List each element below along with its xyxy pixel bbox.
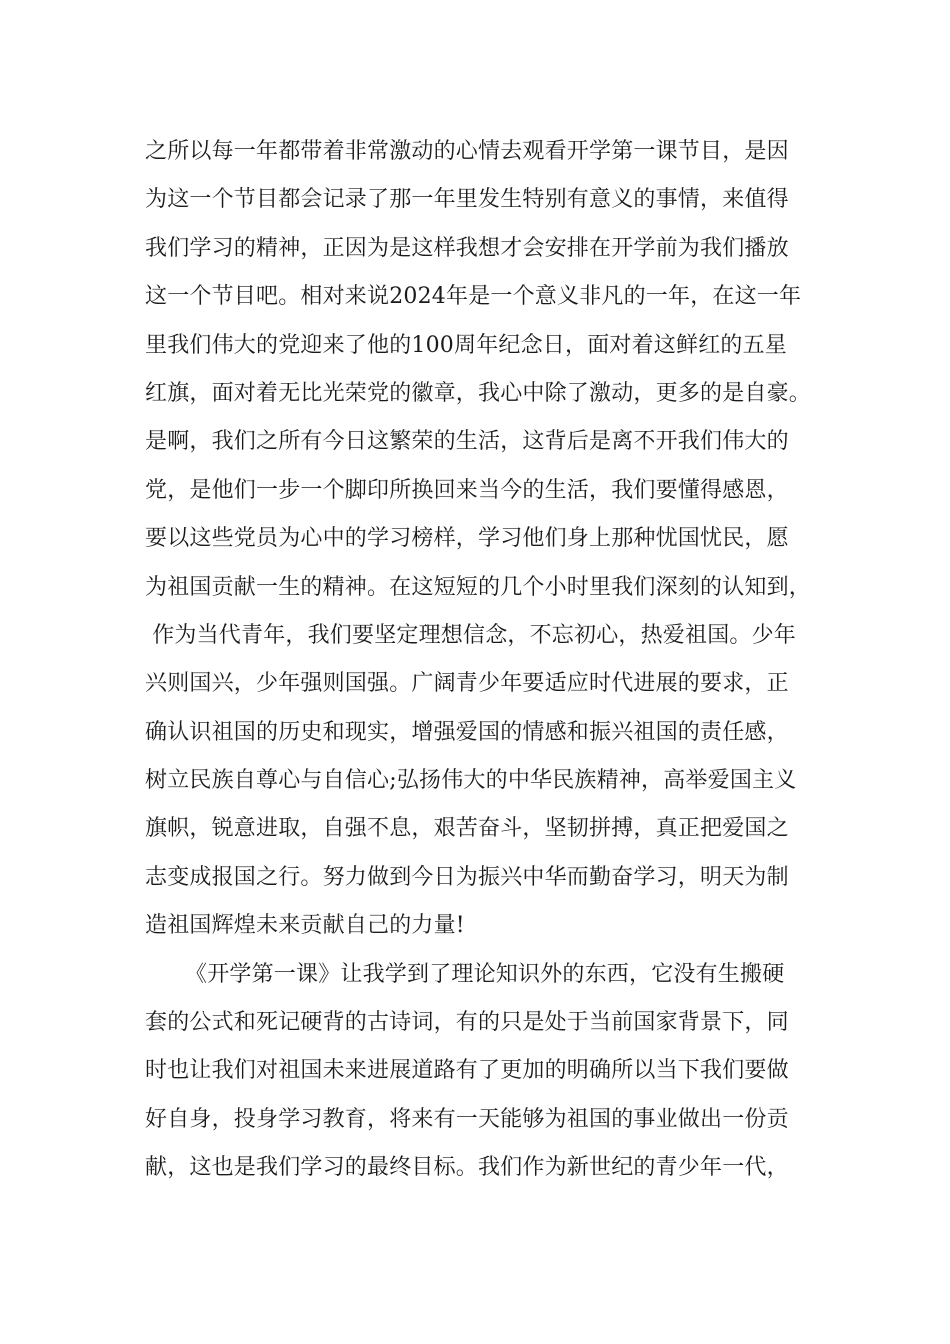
text-line: 好自身，投身学习教育，将来有一天能够为祖国的事业做出一份贡 <box>145 1106 789 1132</box>
text-line: 旗帜，锐意进取，自强不息，艰苦奋斗，坚韧拼搏，真正把爱国之 <box>145 816 789 842</box>
text-line: 红旗，面对着无比光荣党的徽章，我心中除了激动，更多的是自豪。 <box>145 380 812 406</box>
text-line: 党，是他们一步一个脚印所换回来当今的生活，我们要懂得感恩， <box>145 477 789 503</box>
text-line: 为这一个节目都会记录了那一年里发生特别有意义的事情，来值得 <box>145 187 789 213</box>
text-line: 《开学第一课》让我学到了理论知识外的东西，它没有生搬硬 <box>185 961 785 987</box>
text-line: 为祖国贡献一生的精神。在这短短的几个小时里我们深刻的认知到， <box>145 574 812 600</box>
text-line: 兴则国兴，少年强则国强。广阔青少年要适应时代进展的要求，正 <box>145 671 789 697</box>
text-line: 作为当代青年，我们要坚定理想信念，不忘初心，热爱祖国。少年 <box>145 622 796 648</box>
text-line: 里我们伟大的党迎来了他的100周年纪念日，面对着这鲜红的五星 <box>145 332 787 358</box>
text-line: 献，这也是我们学习的最终目标。我们作为新世纪的青少年一代， <box>145 1155 789 1181</box>
text-line: 这一个节目吧。相对来说2024年是一个意义非凡的一年，在这一年 <box>145 284 802 310</box>
text-line: 造祖国辉煌未来贡献自己的力量! <box>145 913 465 939</box>
text-line: 之所以每一年都带着非常激动的心情去观看开学第一课节目，是因 <box>145 139 789 164</box>
text-line: 我们学习的精神，正因为是这样我想才会安排在开学前为我们播放 <box>145 235 789 261</box>
text-line: 树立民族自尊心与自信心;弘扬伟大的中华民族精神，高举爱国主义 <box>145 768 797 794</box>
text-line: 是啊，我们之所有今日这繁荣的生活，这背后是离不开我们伟大的 <box>145 429 789 455</box>
paragraph-2 <box>145 951 825 1193</box>
text-line: 志变成报国之行。努力做到今日为振兴中华而勤奋学习，明天为制 <box>145 864 789 890</box>
paragraph-1 <box>145 128 825 951</box>
body-text <box>145 128 825 1193</box>
text-line: 确认识祖国的历史和现实，增强爱国的情感和振兴祖国的责任感， <box>145 719 789 745</box>
text-line: 套的公式和死记硬背的古诗词，有的只是处于当前国家背景下，同 <box>145 1010 789 1036</box>
text-line: 要以这些党员为心中的学习榜样，学习他们身上那种忧国忧民，愿 <box>145 526 789 552</box>
text-line: 时也让我们对祖国未来进展道路有了更加的明确所以当下我们要做 <box>145 1058 789 1084</box>
